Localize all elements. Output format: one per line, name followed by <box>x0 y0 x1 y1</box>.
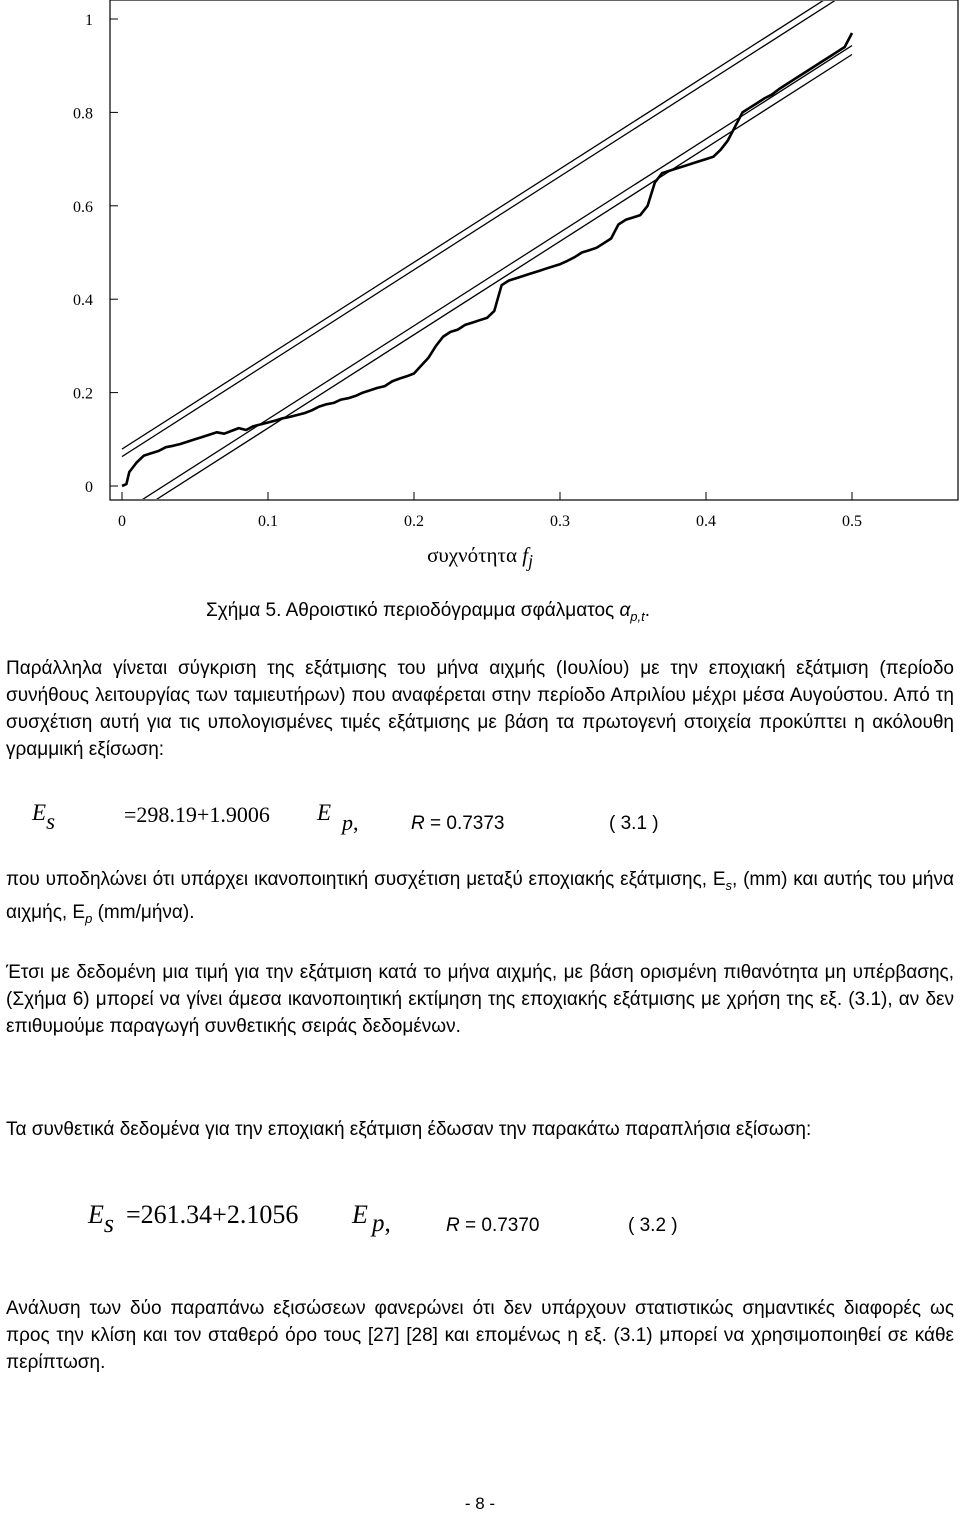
eq2-constant: 261.34 <box>140 1200 213 1229</box>
eq1-lhs: E <box>32 800 47 825</box>
eq1-var: E <box>317 800 332 825</box>
eq2-comma: , <box>384 1210 391 1237</box>
p2-sub-1: s <box>725 877 732 893</box>
eq2-r-value: = 0.7370 <box>465 1215 540 1236</box>
eq1-comma: , <box>353 810 359 835</box>
x-tick-labels <box>118 513 862 530</box>
p2-sub-2: p <box>85 910 93 926</box>
eq1-lhs-sub: s <box>46 809 56 834</box>
figure-caption <box>206 600 650 624</box>
eq2-lhs-sub: s <box>103 1209 115 1238</box>
eq1-r-label: R <box>411 813 425 834</box>
y-tick-label: 0.8 <box>73 105 93 123</box>
eq1-r-value: = 0.7373 <box>430 813 505 834</box>
caption-prefix: Σχήμα 5. Αθροιστικό περιοδόγραμμα σφάλματος <box>206 600 620 621</box>
paragraph-5: Ανάλυση των δύο παραπάνω εξισώσεων φανερώνει ότι δεν υπάρχουν στατιστικώς σημαντικές διαφορές ως προς την κλίση και τον σταθερό όρο τους [27] [28] και επομένως η εξ. (3.1) μπορεί να χρησιμοποιηθεί σε κάθε περίπτωση. <box>6 1298 954 1373</box>
y-tick-label: 0.2 <box>73 385 93 403</box>
paragraph-1: Παράλληλα γίνεται σύγκριση της εξάτμισης του μήνα αιχμής (Ιουλίου) με την εποχιακή εξάτμιση (περίοδο συνήθους λειτουργίας των ταμιευτήρων) που αναφέρεται στην περίοδο Απριλίου μέχρι μέσα Αυγούστου. Από τη συσχέτιση αυτή για τις υπολογισμένες τιμές εξάτμισης με βάση τα πρωτογενή στοιχεία προκύπτει η ακόλουθη γραμμική εξίσωση: <box>6 658 954 760</box>
eq2-r-label: R <box>446 1215 460 1236</box>
eq1-number: ( 3.1 ) <box>609 813 659 834</box>
eq2-var: E <box>352 1200 368 1229</box>
caption-subscript: p,t <box>630 608 645 624</box>
caption-symbol: α <box>619 600 631 621</box>
x-tick-label: 0.5 <box>842 513 862 530</box>
p2-text-3: (mm/μήνα). <box>92 901 195 923</box>
page-number: - 8 - <box>464 1494 496 1513</box>
eq1-equals: = <box>124 802 137 827</box>
x-tick-label: 0 <box>118 513 126 530</box>
eq1-constant: 298.19 <box>136 802 197 827</box>
x-tick-label: 0.4 <box>696 513 716 530</box>
x-tick-label: 0.2 <box>404 513 424 530</box>
y-tick-labels <box>73 12 93 496</box>
paragraph-3: Έτσι με δεδομένη μια τιμή για την εξάτμιση κατά το μήνα αιχμής, με βάση ορισμένη πιθανότητα μη υπέρβασης, (Σχήμα 6) μπορεί να γίνει άμεσα ικανοποιητική εκτίμηση της εποχιακής εξάτμισης με χρήση της εξ. (3.1), αν δεν επιθυμούμε παραγωγή συνθετικής σειράς δεδομένων. <box>6 962 954 1037</box>
eq1-var-sub: p <box>342 810 353 835</box>
cumulative-periodogram-chart <box>0 0 960 540</box>
p2-text-2: , (mm) και αυτής του μήνα αιχμής, E <box>6 869 954 923</box>
y-tick-label: 1 <box>85 12 93 29</box>
caption-suffix: . <box>644 600 651 621</box>
eq2-var-sub: p <box>372 1210 385 1237</box>
eq2-plus: + <box>212 1200 227 1229</box>
x-axis-label-text: συχνότητα <box>427 543 517 567</box>
series-confidence-bound-4 <box>122 55 852 522</box>
paragraph-2 <box>6 866 954 932</box>
eq2-equals: = <box>126 1200 141 1229</box>
eq2-number: ( 3.2 ) <box>628 1215 678 1236</box>
series-confidence-bound-3 <box>122 46 852 513</box>
x-axis-label-symbol: f <box>522 543 529 567</box>
x-tick-label: 0.3 <box>550 513 570 530</box>
eq1-plus: + <box>196 802 210 827</box>
series-confidence-bound-2 <box>122 0 852 457</box>
eq1-coefficient: 1.9006 <box>209 802 270 827</box>
p2-text-1: που υποδηλώνει ότι υπάρχει ικανοποιητική συσχέτιση μεταξύ εποχιακής εξάτμισης, E <box>6 869 726 890</box>
y-tick-label: 0.4 <box>73 292 93 310</box>
series-cumulative-periodogram <box>122 33 852 486</box>
x-axis-label <box>380 543 580 572</box>
x-axis-label-subscript: j <box>528 551 533 572</box>
y-tick-label: 0 <box>85 479 93 496</box>
eq2-coefficient: 2.1056 <box>226 1200 299 1229</box>
series-confidence-bound-1 <box>122 0 852 449</box>
plot-frame <box>110 0 958 500</box>
paragraph-4: Τα συνθετικά δεδομένα για την εποχιακή εξάτμιση έδωσαν την παρακάτω παραπλήσια εξίσωση: <box>6 1119 812 1140</box>
y-tick-label: 0.6 <box>73 198 93 216</box>
x-tick-label: 0.1 <box>258 513 278 530</box>
chart-series <box>122 0 852 522</box>
eq2-lhs: E <box>88 1200 104 1229</box>
axis-ticks <box>110 19 852 500</box>
